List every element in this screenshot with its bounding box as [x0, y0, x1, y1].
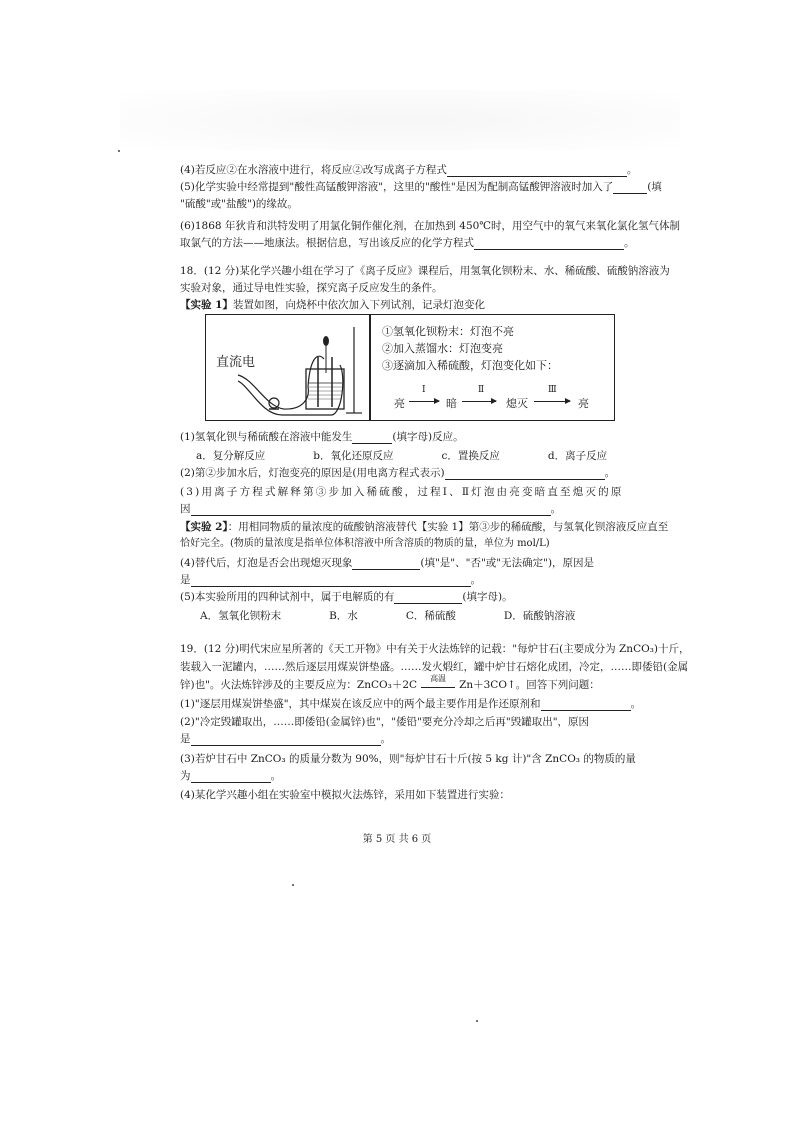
q19-intro: 19．(12 分)明代宋应星所著的《天工开物》中有关于火法炼锌的记载："每炉甘石(主要成分为 ZnCO₃)十斤，: [180, 643, 690, 655]
q18-sub3-text: 因: [180, 503, 191, 515]
scan-speck: [476, 1020, 478, 1022]
arrow-icon: [462, 401, 496, 402]
q18-sub3: (3)用离子方程式解释第③步加入稀硫酸，过程Ⅰ、Ⅱ灯泡由亮变暗直至熄灭的原: [180, 486, 624, 498]
q18-sub2-text: (2)第②步加水后，灯泡变亮的原因是(用电离方程式表示): [180, 467, 445, 479]
answer-blank[interactable]: [613, 182, 647, 194]
bulb-change-sequence: [394, 387, 609, 411]
q19-sub2-cont-text: 是: [180, 733, 191, 745]
figure-steps: [382, 323, 607, 374]
q17-part6: (6)1868 年狄肯和洪特发明了用氯化铜作催化剂，在加热到 450℃时，用空气中的氧气来氧化氯化氢气体制: [180, 220, 681, 232]
arrow-icon: [409, 401, 439, 402]
q19-sub3: (3)若炉甘石中 ZnCO₃ 的质量分数为 90%，则"每炉甘石十斤(按 5 kg 计)"含 ZnCO₃ 的物质的量: [180, 753, 636, 765]
dc-power-label: 直流电: [216, 355, 256, 370]
q18-sub5-end: (填字母)。: [462, 591, 513, 603]
q18-sub4-text: (4)替代后，灯泡是否会出现熄灭现象: [180, 557, 353, 569]
option-A[interactable]: A．氢氧化钡粉末: [200, 610, 282, 622]
q17-part5-end: (填: [647, 181, 662, 193]
q17-part4: [180, 163, 638, 177]
q17-part5: [180, 180, 662, 194]
option-C[interactable]: C．稀硫酸: [405, 610, 456, 622]
q18-exp1-heading: [180, 298, 635, 312]
q18-sub1: [180, 430, 635, 444]
answer-blank[interactable]: [191, 734, 381, 746]
figure-step1: ①氢氧化钡粉末：灯泡不亮: [382, 325, 514, 338]
seq-state: 熄灭: [506, 397, 528, 410]
conductivity-apparatus-figure: [205, 314, 615, 421]
q18-sub4-end: (填"是"、"否"或"无法确定")，原因是: [420, 557, 595, 569]
answer-blank[interactable]: [445, 468, 605, 480]
process-label: Ⅱ: [478, 385, 485, 395]
q19-sub3-cont-end: 。: [270, 770, 281, 782]
q18-sub3-end: 。: [550, 503, 561, 515]
q18-sub4-cont: [180, 573, 635, 587]
reaction-arrow: [421, 674, 455, 692]
answer-blank[interactable]: [191, 771, 271, 783]
process-label: Ⅰ: [422, 385, 426, 395]
option-B[interactable]: B．水: [329, 610, 358, 622]
seq-state: 暗: [446, 397, 457, 410]
q18-sub1-options: [196, 448, 626, 463]
process-label: Ⅲ: [548, 385, 557, 395]
q18-sub2: [180, 466, 635, 480]
answer-blank[interactable]: [447, 165, 627, 177]
q17-part4-end: 。: [626, 164, 638, 176]
beaker-icon: [306, 369, 344, 409]
option-b[interactable]: b．氧化还原反应: [313, 450, 394, 462]
q19-sub4: (4)某化学兴趣小组在实验室中模拟火法炼锌，采用如下装置进行实验：: [180, 789, 510, 801]
reaction-condition: 高温: [430, 674, 447, 683]
q19-reaction-left: 锌)也"。火法炼锌涉及的主要反应为：ZnCO₃＋2C: [180, 679, 418, 691]
q19-sub2-cont-end: 。: [380, 733, 391, 745]
q18-sub1-end: (填字母)反应。: [392, 431, 464, 443]
q18-sub5: [180, 590, 635, 604]
page-footer: 第 5 页 共 6 页: [362, 834, 432, 845]
q17-part4-text: (4)若反应②在水溶液中进行，将反应②改写成离子方程式: [180, 164, 447, 176]
q19-sub1-end: 。: [630, 698, 642, 710]
q19-intro-cont: 装载入一泥罐内，……然后逐层用煤炭饼垫盛。……发火煅红，罐中炉甘石熔化成团，冷定，……即倭铅(金属: [180, 661, 689, 673]
q17-part5-text: (5)化学实验中经常提到"酸性高锰酸钾溶液"，这里的"酸性"是因为配制高锰酸钾溶液时加入了: [180, 181, 614, 193]
q18-sub3-cont: [180, 502, 635, 516]
figure-step3: ③逐滴加入稀硫酸，灯泡变化如下：: [382, 359, 558, 372]
q17-part6-text: 取氯气的方法——地康法。根据信息，写出该反应的化学方程式: [180, 237, 474, 249]
option-c[interactable]: c．置换反应: [441, 450, 500, 462]
q18-sub4-cont-text: 是: [180, 574, 191, 586]
q19-reaction: [180, 674, 635, 692]
q18-sub5-options: [200, 608, 630, 623]
answer-blank[interactable]: [474, 238, 624, 250]
option-a[interactable]: a．复分解反应: [196, 450, 266, 462]
q19-sub1: [180, 697, 642, 711]
exp2-text: ：用相同物质的量浓度的硫酸钠溶液替代【实验 1】第③步的稀硫酸，与氢氧化钡溶液反应直至: [227, 521, 669, 533]
scan-speck: [292, 884, 294, 886]
seq-state: 亮: [394, 397, 405, 410]
figure-step2: ②加入蒸馏水：灯泡变亮: [382, 342, 503, 355]
option-D[interactable]: D．硫酸钠溶液: [503, 610, 576, 622]
apparatus-drawing: [214, 317, 364, 417]
q18-sub4-cont-end: 。: [470, 574, 481, 586]
exp2-tag: 【实验 2】: [180, 521, 228, 533]
scan-speck: [118, 150, 120, 152]
q18-exp2-cont: 恰好完全。(物质的量浓度是指单位体积溶液中所含溶质的物质的量，单位为 mol/L): [180, 538, 550, 549]
q19-sub1-text: (1)"逐层用煤炭饼垫盛"，其中煤炭在该反应中的两个最主要作用是作还原剂和: [180, 698, 541, 710]
answer-blank[interactable]: [394, 592, 462, 604]
q18-sub1-text: (1)氢氧化钡与稀硫酸在溶液中能发生: [180, 431, 353, 443]
answer-blank[interactable]: [191, 504, 551, 516]
q18-sub4: [180, 556, 635, 570]
q18-exp2-heading: [180, 520, 669, 534]
q18-intro-cont: 实验对象，通过导电性实验，探究离子反应发生的条件。: [180, 282, 443, 294]
exp1-tag: 【实验 1】: [180, 299, 233, 311]
q19-sub3-cont-text: 为: [180, 770, 191, 782]
scan-smudge: [120, 90, 680, 150]
answer-blank[interactable]: [352, 432, 392, 444]
q18-sub2-end: 。: [604, 467, 616, 479]
q19-reaction-right: Zn＋3CO↑。回答下列问题：: [459, 679, 600, 691]
q18-sub5-text: (5)本实验所用的四种试剂中，属于电解质的有: [180, 591, 395, 603]
figure-divider: [369, 315, 371, 420]
arrow-icon: [534, 401, 570, 402]
answer-blank[interactable]: [541, 699, 631, 711]
q17-part6-end: 。: [624, 237, 635, 249]
q19-sub2-cont: [180, 732, 635, 746]
answer-blank[interactable]: [191, 575, 471, 587]
answer-blank[interactable]: [352, 558, 420, 570]
q17-part6-cont: [180, 236, 635, 250]
q19-sub2: (2)"冷定毁罐取出，……即倭铅(金属锌)也"，"倭铅"要充分冷却之后再"毁罐取出"，原因: [180, 716, 590, 728]
q17-part5-cont: "硫酸"或"盐酸")的缘故。: [180, 198, 298, 210]
q18-intro: 18．(12 分)某化学兴趣小组在学习了《离子反应》课程后，用氢氧化钡粉末、水、稀硫酸、硫酸钠溶液为: [180, 265, 670, 277]
q19-sub3-cont: [180, 769, 635, 783]
option-d[interactable]: d．离子反应: [547, 450, 608, 462]
exp1-text: 装置如图，向烧杯中依次加入下列试剂，记录灯泡变化: [232, 299, 485, 311]
seq-state: 亮: [578, 397, 589, 410]
